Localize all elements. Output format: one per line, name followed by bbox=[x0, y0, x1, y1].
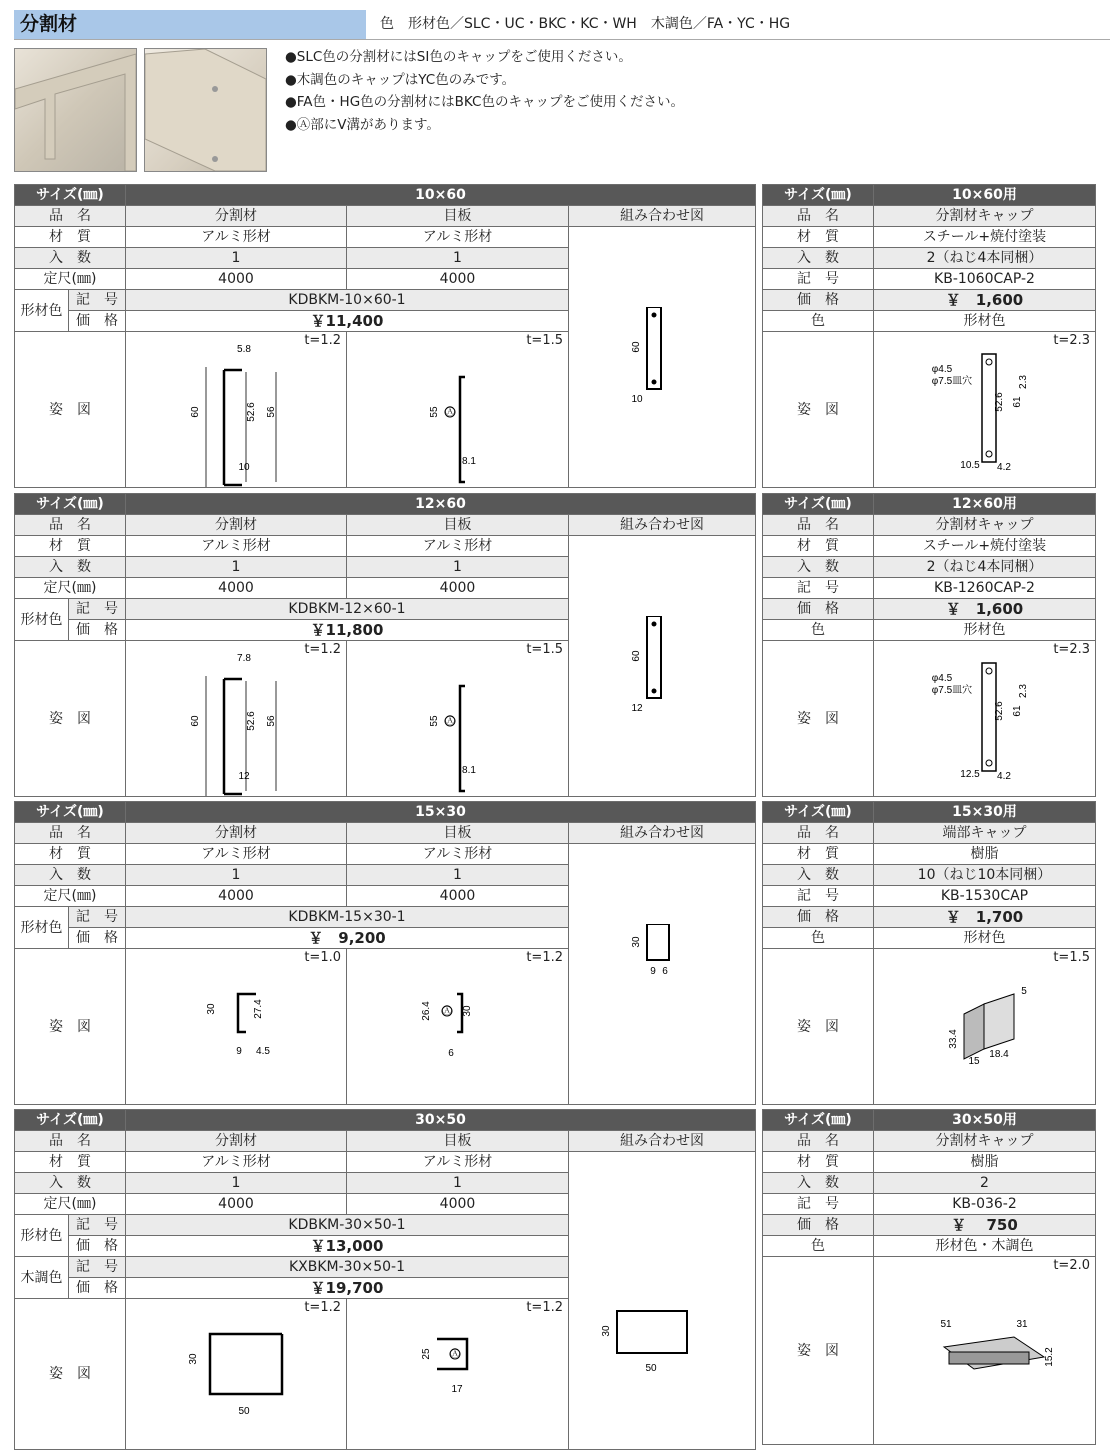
dimension-label: 12 bbox=[631, 703, 643, 714]
material-2: アルミ形材 bbox=[347, 844, 569, 865]
qty-label: 入 数 bbox=[763, 557, 874, 578]
thickness-1: t=1.2 bbox=[304, 333, 341, 348]
dimension-label: 4.2 bbox=[997, 462, 1011, 473]
name-label: 品 名 bbox=[15, 206, 126, 227]
material-label: 材 質 bbox=[763, 844, 874, 865]
cap-table-3 bbox=[762, 1109, 1096, 1445]
drawing-label: 姿 図 bbox=[15, 1299, 126, 1450]
technical-drawing bbox=[126, 949, 347, 1104]
cap-qty: 2（ねじ4本同梱） bbox=[874, 557, 1096, 578]
cap-thickness: t=1.5 bbox=[1053, 950, 1090, 965]
dimension-label: 52.6 bbox=[246, 711, 257, 731]
length-1: 4000 bbox=[126, 578, 347, 599]
dimension-label: 60 bbox=[190, 406, 201, 418]
code-value: KDBKM-15×30-1 bbox=[126, 907, 569, 928]
size-value: 10×60 bbox=[126, 185, 756, 206]
technical-drawing bbox=[874, 1257, 1096, 1444]
page-header bbox=[14, 10, 1110, 40]
board-name: 目板 bbox=[347, 515, 569, 536]
size-value: 30×50 bbox=[126, 1110, 756, 1131]
length-1: 4000 bbox=[126, 886, 347, 907]
dimension-label: 26.4 bbox=[421, 1001, 432, 1021]
form-color-label: 形材色 bbox=[15, 907, 69, 949]
dimension-label: 30 bbox=[188, 1353, 199, 1365]
material-1: アルミ形材 bbox=[126, 1152, 347, 1173]
size-label: サイズ(㎜) bbox=[15, 185, 126, 206]
dimension-label: 30 bbox=[462, 1005, 473, 1017]
code-value: KDBKM-30×50-1 bbox=[126, 1215, 569, 1236]
divider-name: 分割材 bbox=[126, 515, 347, 536]
size-label: サイズ(㎜) bbox=[763, 1110, 874, 1131]
code-label: 記 号 bbox=[763, 886, 874, 907]
cap-color: 形材色 bbox=[874, 620, 1096, 641]
dimension-label: 18.4 bbox=[989, 1049, 1009, 1060]
length-2: 4000 bbox=[347, 886, 569, 907]
technical-drawing bbox=[874, 641, 1096, 796]
cap-thickness: t=2.3 bbox=[1053, 333, 1090, 348]
technical-drawing bbox=[347, 332, 569, 487]
drawing-board bbox=[347, 641, 569, 797]
note-item: ●Ⓐ部にV溝があります。 bbox=[285, 116, 440, 133]
board-name: 目板 bbox=[347, 823, 569, 844]
code-label: 記 号 bbox=[763, 578, 874, 599]
name-label: 品 名 bbox=[763, 515, 874, 536]
material-label: 材 質 bbox=[15, 1152, 126, 1173]
code-label: 記 号 bbox=[69, 290, 126, 311]
qty-label: 入 数 bbox=[15, 557, 126, 578]
cap-thickness: t=2.0 bbox=[1053, 1258, 1090, 1273]
size-label: サイズ(㎜) bbox=[15, 802, 126, 823]
cap-size: 30×50用 bbox=[874, 1110, 1096, 1131]
length-2: 4000 bbox=[347, 578, 569, 599]
dimension-label: 60 bbox=[631, 341, 642, 353]
drawing-label: 姿 図 bbox=[15, 949, 126, 1105]
dimension-label: 55 bbox=[429, 715, 440, 727]
dimension-label: 6 bbox=[662, 966, 668, 977]
size-label: サイズ(㎜) bbox=[763, 494, 874, 515]
divider-name: 分割材 bbox=[126, 1131, 347, 1152]
technical-drawing bbox=[569, 616, 756, 716]
dimension-label: Ⓐ bbox=[442, 1006, 452, 1017]
dimension-label: 25 bbox=[421, 1348, 432, 1360]
cap-color: 形材色・木調色 bbox=[874, 1236, 1096, 1257]
code-label: 記 号 bbox=[69, 907, 126, 928]
material-label: 材 質 bbox=[15, 227, 126, 248]
qty-2: 1 bbox=[347, 1173, 569, 1194]
cap-price: ￥ 1,700 bbox=[874, 907, 1096, 928]
dimension-label: 30 bbox=[631, 936, 642, 948]
thickness-2: t=1.5 bbox=[526, 642, 563, 657]
dimension-label: 52.6 bbox=[994, 701, 1005, 721]
cap-drawing bbox=[874, 641, 1096, 797]
name-label: 品 名 bbox=[763, 823, 874, 844]
dimension-label: 30 bbox=[601, 1324, 612, 1337]
dimension-label: 10 bbox=[631, 394, 643, 405]
cap-table-1 bbox=[762, 493, 1096, 797]
cap-name: 分割材キャップ bbox=[874, 1131, 1096, 1152]
length-label: 定尺(㎜) bbox=[15, 1194, 126, 1215]
price-label: 価 格 bbox=[69, 1278, 126, 1299]
price-label: 価 格 bbox=[763, 1215, 874, 1236]
size-label: サイズ(㎜) bbox=[763, 185, 874, 206]
material-2: アルミ形材 bbox=[347, 536, 569, 557]
dimension-label: 2.3 bbox=[1018, 375, 1029, 389]
thickness-2: t=1.2 bbox=[526, 950, 563, 965]
price-value: ￥11,800 bbox=[126, 620, 569, 641]
price-value: ￥ 9,200 bbox=[126, 928, 569, 949]
technical-drawing bbox=[874, 949, 1096, 1104]
dimension-label: 9 bbox=[236, 1046, 242, 1057]
dimension-label: Ⓐ bbox=[445, 407, 455, 418]
color-label: 色 bbox=[763, 311, 874, 332]
length-2: 4000 bbox=[347, 269, 569, 290]
drawing-board bbox=[347, 332, 569, 488]
cap-drawing bbox=[874, 949, 1096, 1105]
price-label: 価 格 bbox=[69, 1236, 126, 1257]
price-label: 価 格 bbox=[69, 928, 126, 949]
cap-qty: 10（ねじ10本同梱） bbox=[874, 865, 1096, 886]
qty-2: 1 bbox=[347, 557, 569, 578]
drawing-board bbox=[347, 949, 569, 1105]
divider-name: 分割材 bbox=[126, 206, 347, 227]
dimension-label: 6 bbox=[448, 1048, 454, 1059]
page-title: 分割材 bbox=[14, 10, 366, 39]
channel-photo-shape bbox=[15, 49, 136, 171]
material-1: アルミ形材 bbox=[126, 227, 347, 248]
cap-price: ￥ 750 bbox=[874, 1215, 1096, 1236]
code-label: 記 号 bbox=[763, 1194, 874, 1215]
qty-1: 1 bbox=[126, 865, 347, 886]
technical-drawing bbox=[347, 1299, 569, 1449]
code-label: 記 号 bbox=[69, 1257, 126, 1278]
cap-price: ￥ 1,600 bbox=[874, 290, 1096, 311]
cap-name: 分割材キャップ bbox=[874, 515, 1096, 536]
dimension-label: 61 bbox=[1012, 396, 1023, 408]
price-value: ￥13,000 bbox=[126, 1236, 569, 1257]
combo-figure bbox=[569, 844, 756, 1105]
board-photo-shape bbox=[145, 49, 266, 171]
drawing-label: 姿 図 bbox=[763, 332, 874, 488]
drawing-label: 姿 図 bbox=[15, 641, 126, 797]
combo-label: 組み合わせ図 bbox=[569, 1131, 756, 1152]
thickness-2: t=1.2 bbox=[526, 1300, 563, 1315]
size-value: 15×30 bbox=[126, 802, 756, 823]
material-label: 材 質 bbox=[763, 536, 874, 557]
thickness-2: t=1.5 bbox=[526, 333, 563, 348]
cap-material: スチール+焼付塗装 bbox=[874, 227, 1096, 248]
size-label: サイズ(㎜) bbox=[15, 1110, 126, 1131]
technical-drawing bbox=[569, 924, 756, 1024]
length-1: 4000 bbox=[126, 1194, 347, 1215]
dimension-label: 50 bbox=[645, 1362, 657, 1374]
dimension-label: 56 bbox=[266, 715, 277, 727]
combo-figure bbox=[569, 1152, 756, 1450]
dimension-label: 60 bbox=[631, 650, 642, 662]
drawing-label: 姿 図 bbox=[763, 641, 874, 797]
dimension-label: 4.2 bbox=[997, 771, 1011, 782]
price-label: 価 格 bbox=[69, 311, 126, 332]
dimension-label: 2.3 bbox=[1018, 684, 1029, 698]
price-label: 価 格 bbox=[763, 599, 874, 620]
spec-table-0 bbox=[14, 184, 756, 488]
dimension-label: 51 bbox=[940, 1319, 952, 1330]
name-label: 品 名 bbox=[15, 823, 126, 844]
qty-label: 入 数 bbox=[15, 248, 126, 269]
dimension-label: 17 bbox=[451, 1384, 463, 1395]
cap-thickness: t=2.3 bbox=[1053, 642, 1090, 657]
drawing-divider bbox=[126, 1299, 347, 1450]
price-label: 価 格 bbox=[69, 620, 126, 641]
notes-list bbox=[285, 46, 684, 136]
spec-table-1 bbox=[14, 493, 756, 797]
dimension-label: 8.1 bbox=[462, 765, 476, 776]
material-2: アルミ形材 bbox=[347, 1152, 569, 1173]
material-label: 材 質 bbox=[15, 844, 126, 865]
color-options: 色 形材色／SLC・UC・BKC・KC・WH 木調色／FA・YC・HG bbox=[380, 16, 791, 32]
cap-name: 分割材キャップ bbox=[874, 206, 1096, 227]
dimension-label: 30 bbox=[206, 1003, 217, 1015]
combo-figure bbox=[569, 536, 756, 797]
drawing-board bbox=[347, 1299, 569, 1450]
drawing-divider bbox=[126, 332, 347, 488]
dimension-label: 5 bbox=[1021, 986, 1027, 997]
qty-1: 1 bbox=[126, 1173, 347, 1194]
drawing-divider bbox=[126, 641, 347, 797]
cap-material: 樹脂 bbox=[874, 844, 1096, 865]
combo-label: 組み合わせ図 bbox=[569, 823, 756, 844]
cap-drawing bbox=[874, 1257, 1096, 1445]
color-label: 色 bbox=[763, 620, 874, 641]
cap-size: 12×60用 bbox=[874, 494, 1096, 515]
cap-color: 形材色 bbox=[874, 928, 1096, 949]
drawing-label: 姿 図 bbox=[763, 1257, 874, 1445]
thickness-1: t=1.2 bbox=[304, 1300, 341, 1315]
color-label: 色 bbox=[763, 928, 874, 949]
cap-size: 10×60用 bbox=[874, 185, 1096, 206]
combo-label: 組み合わせ図 bbox=[569, 206, 756, 227]
qty-label: 入 数 bbox=[15, 865, 126, 886]
code-label: 記 号 bbox=[69, 1215, 126, 1236]
qty-1: 1 bbox=[126, 557, 347, 578]
material-label: 材 質 bbox=[763, 227, 874, 248]
dimension-label: φ4.5 bbox=[931, 364, 953, 375]
product-photo-channel bbox=[14, 48, 137, 172]
cap-code: KB-1060CAP-2 bbox=[874, 269, 1096, 290]
name-label: 品 名 bbox=[15, 515, 126, 536]
material-1: アルミ形材 bbox=[126, 844, 347, 865]
name-label: 品 名 bbox=[15, 1131, 126, 1152]
dimension-label: 60 bbox=[190, 715, 201, 727]
drawing-divider bbox=[126, 949, 347, 1105]
dimension-label: 15.2 bbox=[1044, 1347, 1055, 1367]
price-label: 価 格 bbox=[763, 290, 874, 311]
code-label: 記 号 bbox=[69, 599, 126, 620]
dimension-label: 12 bbox=[238, 771, 250, 782]
dimension-label: Ⓐ bbox=[445, 716, 455, 727]
qty-label: 入 数 bbox=[763, 1173, 874, 1194]
code-value-wood: KXBKM-30×50-1 bbox=[126, 1257, 569, 1278]
qty-label: 入 数 bbox=[763, 865, 874, 886]
length-2: 4000 bbox=[347, 1194, 569, 1215]
cap-table-2 bbox=[762, 801, 1096, 1105]
price-label: 価 格 bbox=[763, 907, 874, 928]
product-photo-board bbox=[144, 48, 267, 172]
dimension-label: φ4.5 bbox=[931, 673, 953, 684]
length-label: 定尺(㎜) bbox=[15, 578, 126, 599]
dimension-label: 8.1 bbox=[462, 456, 476, 467]
cap-material: 樹脂 bbox=[874, 1152, 1096, 1173]
dimension-label: 9 bbox=[650, 966, 656, 977]
technical-drawing bbox=[569, 307, 756, 407]
cap-color: 形材色 bbox=[874, 311, 1096, 332]
combo-label: 組み合わせ図 bbox=[569, 515, 756, 536]
cap-drawing bbox=[874, 332, 1096, 488]
length-label: 定尺(㎜) bbox=[15, 886, 126, 907]
form-color-label: 形材色 bbox=[15, 599, 69, 641]
cap-qty: 2（ねじ4本同梱） bbox=[874, 248, 1096, 269]
length-label: 定尺(㎜) bbox=[15, 269, 126, 290]
price-value-wood: ￥19,700 bbox=[126, 1278, 569, 1299]
note-item: ●木調色のキャップはYC色のみです。 bbox=[285, 71, 516, 88]
dimension-label: 33.4 bbox=[948, 1029, 959, 1049]
color-label: 色 bbox=[763, 1236, 874, 1257]
price-value: ￥11,400 bbox=[126, 311, 569, 332]
dimension-label: 12.5 bbox=[960, 769, 980, 780]
material-label: 材 質 bbox=[15, 536, 126, 557]
technical-drawing bbox=[126, 1299, 347, 1449]
cap-size: 15×30用 bbox=[874, 802, 1096, 823]
form-color-label: 形材色 bbox=[15, 1215, 69, 1257]
name-label: 品 名 bbox=[763, 206, 874, 227]
code-value: KDBKM-12×60-1 bbox=[126, 599, 569, 620]
dimension-label: 52.6 bbox=[246, 402, 257, 422]
name-label: 品 名 bbox=[763, 1131, 874, 1152]
dimension-label: 50 bbox=[238, 1406, 250, 1417]
material-2: アルミ形材 bbox=[347, 227, 569, 248]
technical-drawing bbox=[347, 949, 569, 1104]
dimension-label: 7.8 bbox=[237, 653, 251, 664]
dimension-label: φ7.5皿穴 bbox=[931, 376, 973, 387]
cap-code: KB-1530CAP bbox=[874, 886, 1096, 907]
technical-drawing bbox=[569, 1221, 756, 1381]
dimension-label: φ7.5皿穴 bbox=[931, 685, 973, 696]
form-color-label: 形材色 bbox=[15, 290, 69, 332]
note-item: ●SLC色の分割材にはSI色のキャップをご使用ください。 bbox=[285, 49, 632, 65]
dimension-label: 61 bbox=[1012, 705, 1023, 717]
board-name: 目板 bbox=[347, 1131, 569, 1152]
technical-drawing bbox=[126, 332, 347, 487]
spec-table-2 bbox=[14, 801, 756, 1105]
code-label: 記 号 bbox=[763, 269, 874, 290]
qty-1: 1 bbox=[126, 248, 347, 269]
qty-2: 1 bbox=[347, 248, 569, 269]
wood-color-label: 木調色 bbox=[15, 1257, 69, 1299]
cap-code: KB-1260CAP-2 bbox=[874, 578, 1096, 599]
size-label: サイズ(㎜) bbox=[763, 802, 874, 823]
qty-label: 入 数 bbox=[15, 1173, 126, 1194]
qty-2: 1 bbox=[347, 865, 569, 886]
cap-code: KB-036-2 bbox=[874, 1194, 1096, 1215]
spec-table-3 bbox=[14, 1109, 756, 1450]
cap-price: ￥ 1,600 bbox=[874, 599, 1096, 620]
size-value: 12×60 bbox=[126, 494, 756, 515]
dimension-label: 55 bbox=[429, 406, 440, 418]
dimension-label: 52.6 bbox=[994, 392, 1005, 412]
cap-qty: 2 bbox=[874, 1173, 1096, 1194]
qty-label: 入 数 bbox=[763, 248, 874, 269]
thickness-1: t=1.0 bbox=[304, 950, 341, 965]
dimension-label: 10.5 bbox=[960, 460, 980, 471]
cap-name: 端部キャップ bbox=[874, 823, 1096, 844]
drawing-label: 姿 図 bbox=[15, 332, 126, 488]
material-1: アルミ形材 bbox=[126, 536, 347, 557]
dimension-label: 27.4 bbox=[253, 999, 264, 1019]
material-label: 材 質 bbox=[763, 1152, 874, 1173]
size-label: サイズ(㎜) bbox=[15, 494, 126, 515]
dimension-label: 4.5 bbox=[256, 1046, 270, 1057]
combo-figure bbox=[569, 227, 756, 488]
dimension-label: 5.8 bbox=[237, 344, 251, 355]
dimension-label: 15 bbox=[968, 1056, 980, 1067]
technical-drawing bbox=[347, 641, 569, 796]
divider-name: 分割材 bbox=[126, 823, 347, 844]
technical-drawing bbox=[126, 641, 347, 796]
cap-material: スチール+焼付塗装 bbox=[874, 536, 1096, 557]
dimension-label: 10 bbox=[238, 462, 250, 473]
drawing-label: 姿 図 bbox=[763, 949, 874, 1105]
board-name: 目板 bbox=[347, 206, 569, 227]
dimension-label: 31 bbox=[1016, 1319, 1028, 1330]
cap-table-0 bbox=[762, 184, 1096, 488]
dimension-label: Ⓐ bbox=[450, 1349, 460, 1360]
length-1: 4000 bbox=[126, 269, 347, 290]
note-item: ●FA色・HG色の分割材にはBKC色のキャップをご使用ください。 bbox=[285, 94, 684, 110]
thickness-1: t=1.2 bbox=[304, 642, 341, 657]
code-value: KDBKM-10×60-1 bbox=[126, 290, 569, 311]
technical-drawing bbox=[874, 332, 1096, 487]
dimension-label: 56 bbox=[266, 406, 277, 418]
